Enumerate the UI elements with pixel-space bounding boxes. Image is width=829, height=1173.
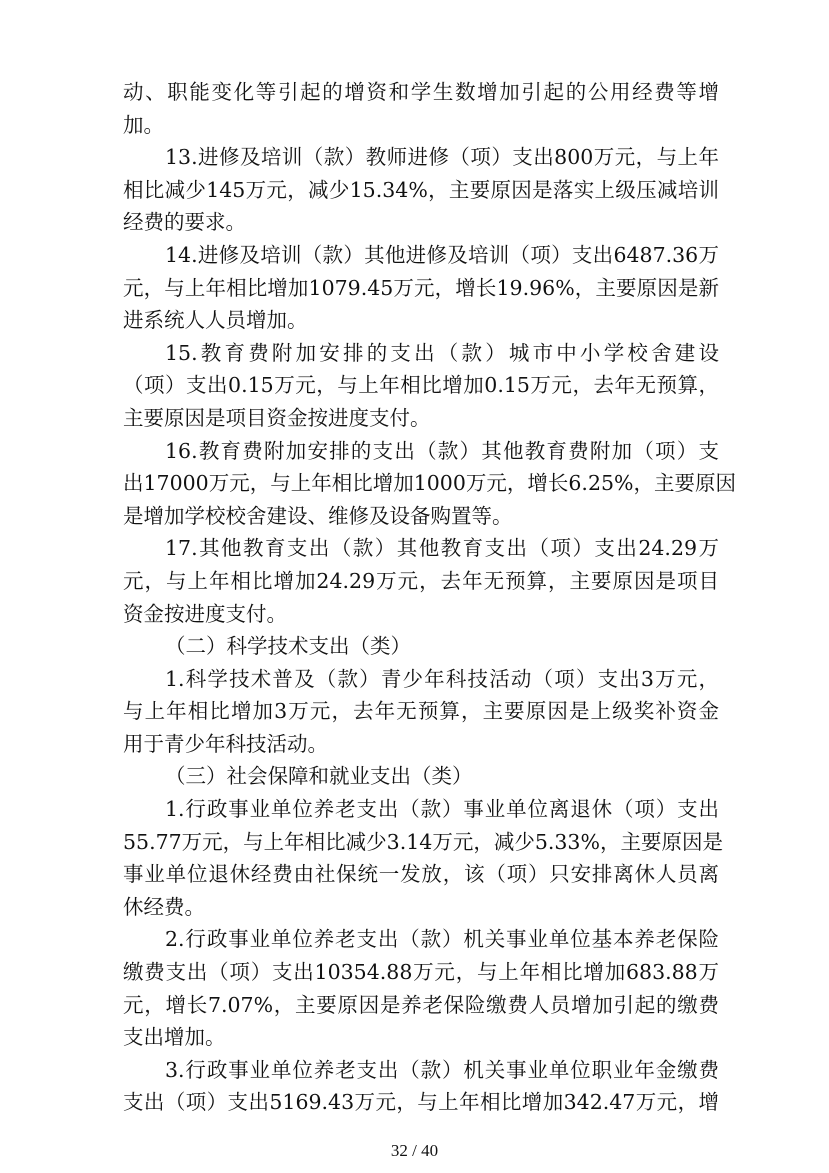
text-line: 支出增加。 — [123, 1025, 226, 1050]
text-line: 17.其他教育支出（款）其他教育支出（项）支出24.29万 — [165, 536, 719, 561]
text-line: 出17000万元，与上年相比增加1000万元，增长6.25%，主要原因 — [123, 471, 737, 496]
text-line: 2.行政事业单位养老支出（款）机关事业单位基本养老保险 — [165, 927, 719, 952]
section-heading: （二）科学技术支出（类） — [165, 634, 411, 659]
text-line: 进系统人人员增加。 — [123, 308, 308, 333]
text-line: 是增加学校校舍建设、维修及设备购置等。 — [123, 503, 513, 528]
text-line: 用于青少年科技活动。 — [123, 731, 328, 756]
text-line: 动、职能变化等引起的增资和学生数增加引起的公用经费等增 — [123, 80, 719, 104]
text-line: 15.教育费附加安排的支出（款）城市中小学校舍建设 — [165, 340, 719, 365]
text-line: 缴费支出（项）支出10354.88万元，与上年相比增加683.88万 — [123, 960, 719, 985]
text-line: 休经费。 — [123, 894, 205, 919]
text-line: 元，与上年相比增加24.29万元，去年无预算，主要原因是项目 — [123, 568, 719, 593]
body-text — [123, 76, 737, 1119]
text-line: 14.进修及培训（款）其他进修及培训（项）支出6487.36万 — [165, 242, 719, 267]
text-line: 1.行政事业单位养老支出（款）事业单位离退休（项）支出 — [165, 797, 719, 822]
text-line: 元，与上年相比增加1079.45万元，增长19.96%，主要原因是新 — [123, 275, 719, 300]
text-line: 1.科学技术普及（款）青少年科技活动（项）支出3万元， — [165, 666, 719, 691]
page-number: 32 / 40 — [390, 1141, 439, 1160]
text-line: 加。 — [123, 112, 164, 137]
text-line: 相比减少145万元，减少15.34%，主要原因是落实上级压减培训 — [123, 177, 719, 202]
text-line: （项）支出0.15万元，与上年相比增加0.15万元，去年无预算， — [123, 373, 719, 398]
text-line: 55.77万元，与上年相比减少3.14万元，减少5.33%，主要原因是 — [123, 829, 723, 854]
text-line: 与上年相比增加3万元，去年无预算，主要原因是上级奖补资金 — [123, 699, 719, 724]
text-line: 元，增长7.07%，主要原因是养老保险缴费人员增加引起的缴费 — [123, 992, 719, 1017]
text-line: 主要原因是项目资金按进度支付。 — [123, 405, 431, 430]
section-heading: （三）社会保障和就业支出（类） — [165, 764, 473, 789]
text-line: 资金按进度支付。 — [123, 601, 287, 626]
text-line: 事业单位退休经费由社保统一发放，该（项）只安排离休人员离 — [123, 862, 719, 887]
text-line: 16.教育费附加安排的支出（款）其他教育费附加（项）支 — [165, 438, 719, 463]
text-line: 13.进修及培训（款）教师进修（项）支出800万元，与上年 — [165, 145, 719, 170]
text-line: 支出（项）支出5169.43万元，与上年相比增加342.47万元，增 — [123, 1090, 719, 1115]
text-line: 经费的要求。 — [123, 210, 246, 235]
text-line: 3.行政事业单位养老支出（款）机关事业单位职业年金缴费 — [165, 1057, 719, 1082]
